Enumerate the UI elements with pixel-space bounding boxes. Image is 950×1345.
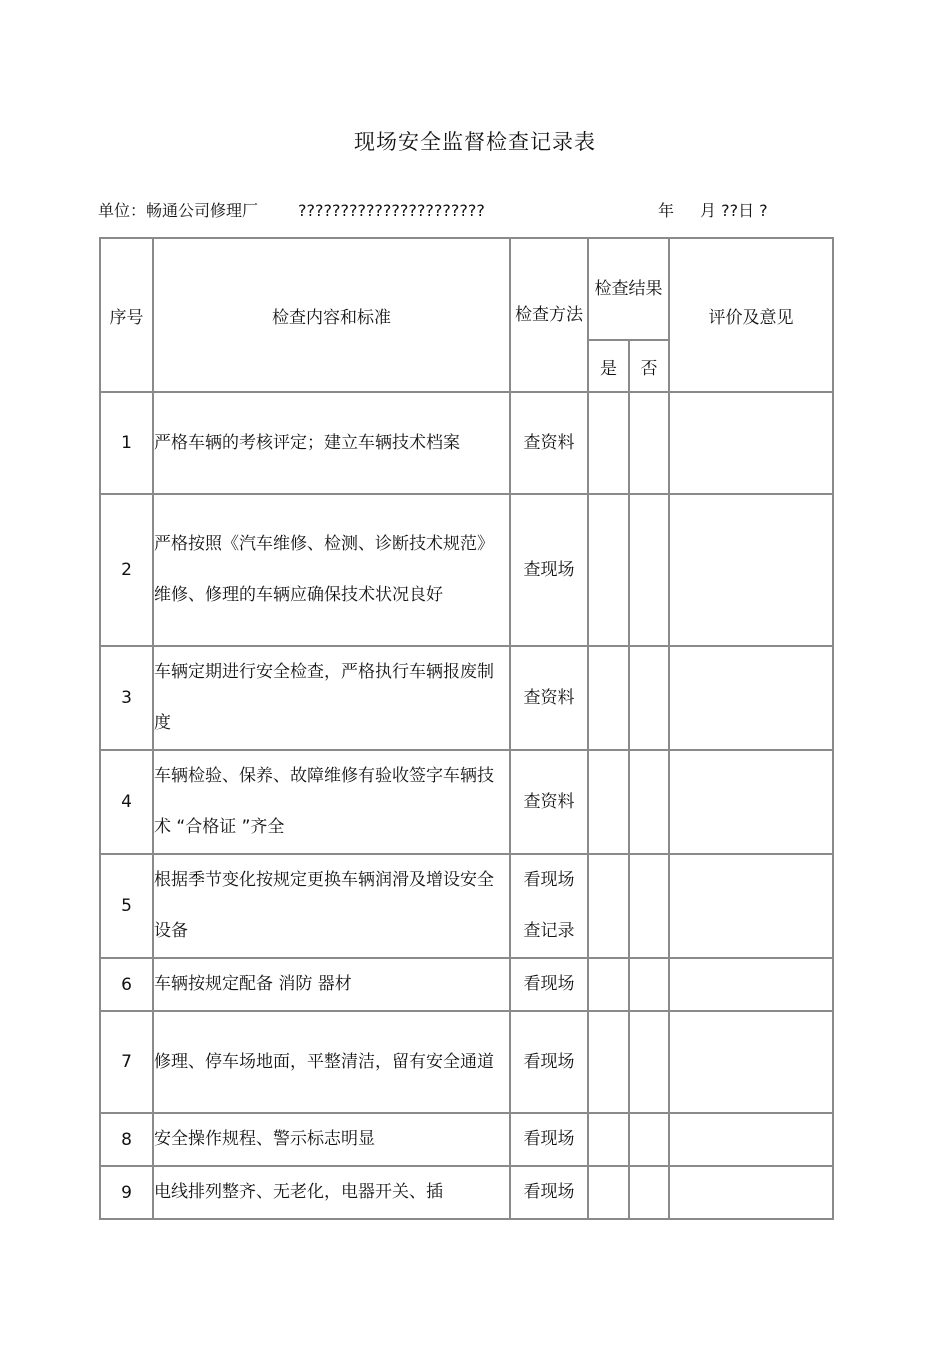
col-header-content: 检查内容和标准	[153, 238, 510, 392]
table-row	[100, 392, 833, 494]
result-no-cell[interactable]	[629, 958, 669, 1011]
unit-label: 单位：畅通公司修理厂	[98, 201, 259, 220]
inspection-table	[99, 237, 834, 1220]
col-header-num: 序号	[100, 238, 153, 392]
row-num: 2	[100, 494, 153, 646]
col-header-evaluation: 评价及意见	[669, 238, 833, 392]
result-no-cell[interactable]	[629, 1166, 669, 1219]
table-row	[100, 1113, 833, 1166]
result-no-cell[interactable]	[629, 494, 669, 646]
col-header-yes: 是	[588, 340, 629, 392]
row-method: 查资料	[510, 392, 588, 494]
table-row	[100, 646, 833, 750]
col-header-method: 检查方法	[510, 238, 588, 392]
result-no-cell[interactable]	[629, 854, 669, 958]
date-label: 月 ??日 ?	[700, 201, 768, 220]
row-method: 看现场	[510, 1166, 588, 1219]
row-content: 电线排列整齐、无老化，电器开关、插	[153, 1166, 510, 1219]
table-row	[100, 494, 833, 646]
table-row	[100, 1011, 833, 1113]
result-yes-cell[interactable]	[588, 494, 629, 646]
result-no-cell[interactable]	[629, 646, 669, 750]
row-content: 车辆检验、保养、故障维修有验收签字车辆技术 “合格证 ”齐全	[153, 750, 510, 854]
col-header-no: 否	[629, 340, 669, 392]
row-method: 看现场	[510, 958, 588, 1011]
row-num: 4	[100, 750, 153, 854]
col-header-result: 检查结果	[588, 238, 669, 340]
evaluation-cell[interactable]	[669, 494, 833, 646]
evaluation-cell[interactable]	[669, 646, 833, 750]
table-row	[100, 750, 833, 854]
evaluation-cell[interactable]	[669, 750, 833, 854]
result-no-cell[interactable]	[629, 750, 669, 854]
table-row	[100, 958, 833, 1011]
row-num: 5	[100, 854, 153, 958]
evaluation-cell[interactable]	[669, 1011, 833, 1113]
evaluation-cell[interactable]	[669, 958, 833, 1011]
year-label: 年	[658, 201, 675, 220]
evaluation-cell[interactable]	[669, 1113, 833, 1166]
result-yes-cell[interactable]	[588, 750, 629, 854]
row-content: 车辆定期进行安全检查，严格执行车辆报废制度	[153, 646, 510, 750]
row-content: 严格车辆的考核评定；建立车辆技术档案	[153, 392, 510, 494]
result-no-cell[interactable]	[629, 392, 669, 494]
row-content: 严格按照《汽车维修、检测、诊断技术规范》维修、修理的车辆应确保技术状况良好	[153, 494, 510, 646]
row-num: 9	[100, 1166, 153, 1219]
row-num: 1	[100, 392, 153, 494]
result-yes-cell[interactable]	[588, 1166, 629, 1219]
result-no-cell[interactable]	[629, 1113, 669, 1166]
result-yes-cell[interactable]	[588, 1113, 629, 1166]
row-content: 根据季节变化按规定更换车辆润滑及增设安全设备	[153, 854, 510, 958]
result-yes-cell[interactable]	[588, 646, 629, 750]
result-yes-cell[interactable]	[588, 854, 629, 958]
blank-field: ??????????????????????	[298, 201, 485, 220]
row-method: 查现场	[510, 494, 588, 646]
row-num: 8	[100, 1113, 153, 1166]
result-yes-cell[interactable]	[588, 1011, 629, 1113]
row-num: 3	[100, 646, 153, 750]
row-num: 7	[100, 1011, 153, 1113]
row-num: 6	[100, 958, 153, 1011]
row-content: 车辆按规定配备 消防 器材	[153, 958, 510, 1011]
row-content: 修理、停车场地面，平整清洁，留有安全通道	[153, 1011, 510, 1113]
evaluation-cell[interactable]	[669, 1166, 833, 1219]
result-no-cell[interactable]	[629, 1011, 669, 1113]
row-method: 看现场查记录	[510, 854, 588, 958]
page-title: 现场安全监督检查记录表	[354, 130, 596, 154]
row-method: 看现场	[510, 1011, 588, 1113]
table-row	[100, 1166, 833, 1219]
form-header	[98, 199, 788, 223]
result-yes-cell[interactable]	[588, 958, 629, 1011]
row-content: 安全操作规程、警示标志明显	[153, 1113, 510, 1166]
result-yes-cell[interactable]	[588, 392, 629, 494]
evaluation-cell[interactable]	[669, 854, 833, 958]
row-method: 看现场	[510, 1113, 588, 1166]
row-method: 查资料	[510, 646, 588, 750]
evaluation-cell[interactable]	[669, 392, 833, 494]
table-row	[100, 854, 833, 958]
row-method: 查资料	[510, 750, 588, 854]
